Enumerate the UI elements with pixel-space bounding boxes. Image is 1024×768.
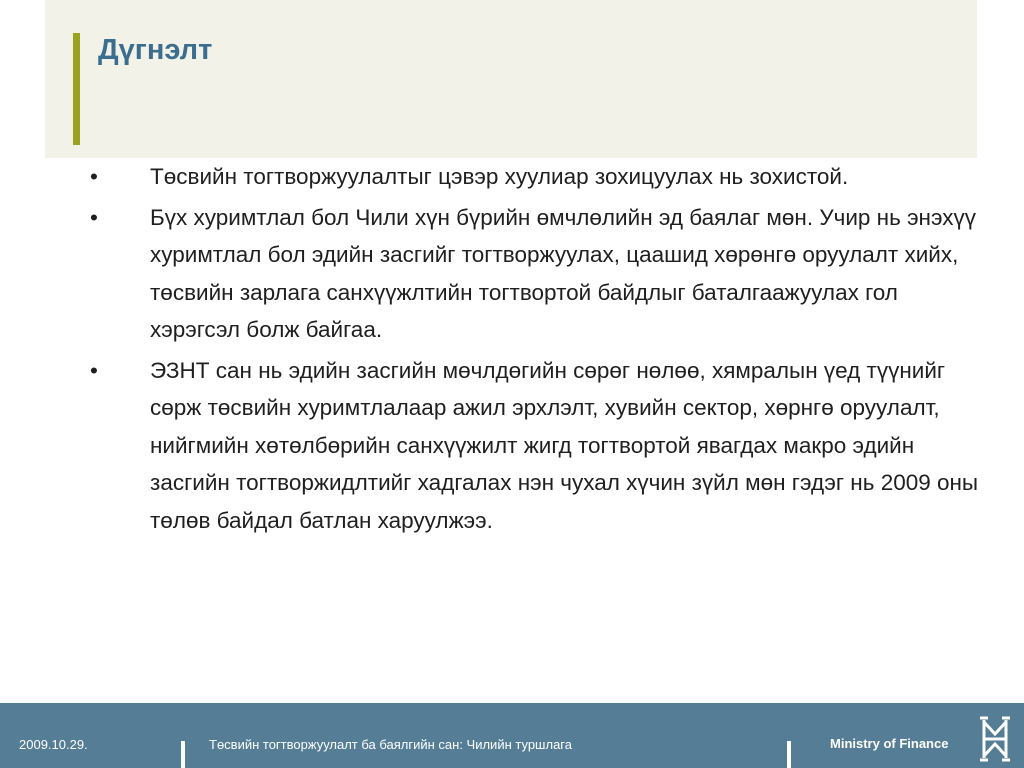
bullet-item (88, 199, 988, 349)
bullet-text: Төсвийн тогтворжуулалтыг цэвэр хуулиар зохицуулах нь зохистой. (150, 164, 849, 189)
title-band (45, 0, 977, 158)
ministry-monogram-icon (978, 714, 1012, 764)
footer-date: 2009.10.29. (19, 737, 88, 752)
footer-ministry-name: Ministry of Finance (830, 736, 949, 751)
bullet-text: Бүх хуримтлал бол Чили хүн бүрийн өмчлөлийн эд баялаг мөн. Учир нь энэхүү хуримтлал бол эдийн засгийг тогтворжуулах, цаашид хөрөнгө оруулалт хийх, төсвийн зарлага санхүүжлтийн тогтвортой байдлыг баталгаажуулах гол хэрэгсэл болж байгаа. (150, 204, 976, 342)
bullet-item (88, 158, 988, 196)
footer-presentation-title: Төсвийн тогтворжуулалт ба баялгийн сан: Чилийн туршлага (209, 737, 572, 752)
footer-separator (181, 741, 185, 768)
footer-separator (787, 741, 791, 768)
bullet-marker: • (90, 357, 98, 383)
bullet-marker: • (90, 204, 98, 230)
slide-title: Дүгнэлт (98, 34, 213, 66)
footer-bar (0, 703, 1024, 768)
bullet-marker: • (90, 164, 98, 189)
title-accent-bar (73, 33, 80, 145)
bullet-text: ЭЗНТ сан нь эдийн засгийн мөчлдөгийн сөрөг нөлөө, хямралын үед түүнийг сөрж төсвийн хуримтлалаар ажил эрхлэлт, хувийн сектор, хөрнгө оруулалт, нийгмийн хөтөлбөрийн санхүүжилт жигд тогтвортой явагдах макро эдийн засгийн тогтворжидлтийг хадгалах нэн чухал хүчин зүйл мөн гэдэг нь 2009 оны төлөв байдал батлан харуулжээ. (150, 357, 979, 533)
bullet-list (88, 158, 988, 539)
bullet-item (88, 352, 988, 540)
